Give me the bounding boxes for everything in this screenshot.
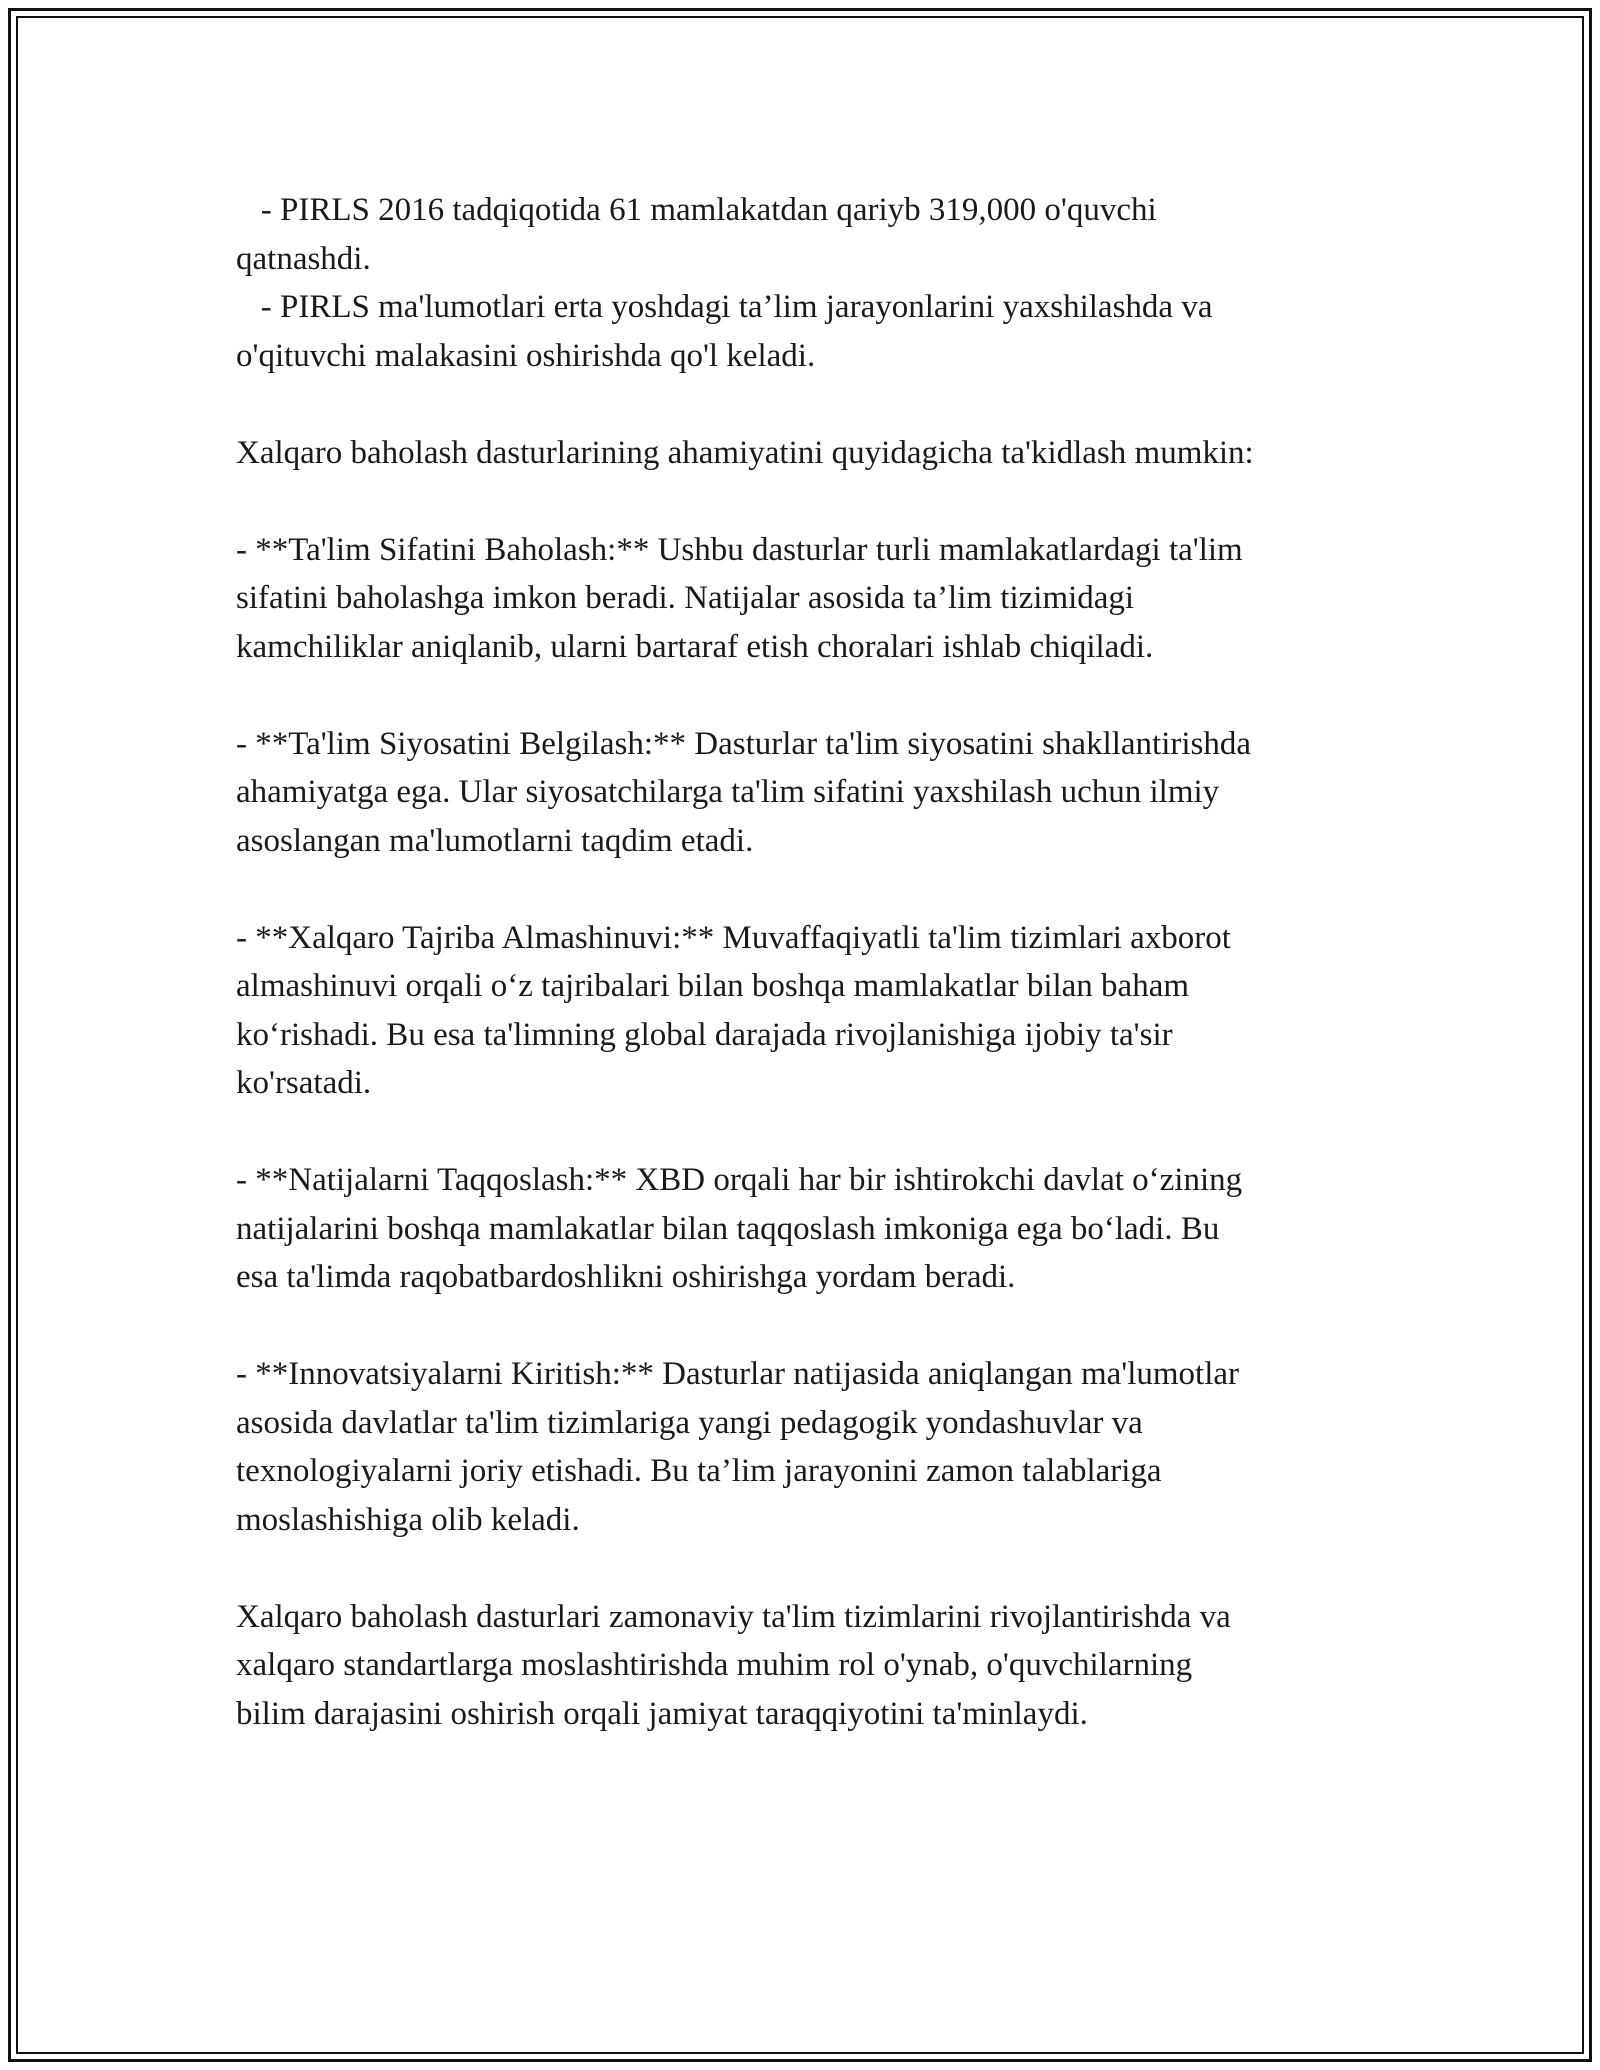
- text-line: xalqaro standartlarga moslashtirishda muhim rol o'ynab, o'quvchilarning: [236, 1647, 1193, 1683]
- text-line: Xalqaro baholash dasturlarining ahamiyatini quyidagicha ta'kidlash mumkin:: [236, 434, 1254, 471]
- text-line: moslashishiga olib keladi.: [236, 1501, 580, 1538]
- text-line: bilim darajasini oshirish orqali jamiyat taraqqiyotini ta'minlaydi.: [236, 1695, 1088, 1732]
- paragraph-break: [236, 380, 1386, 429]
- paragraph-break: [236, 865, 1386, 914]
- text-line: Xalqaro baholash dasturlari zamonaviy ta'lim tizimlarini rivojlantirishda va: [236, 1598, 1231, 1635]
- text-line: almashinuvi orqali oʻz tajribalari bilan boshqa mamlakatlar bilan baham: [236, 968, 1190, 1004]
- text-line: asosida davlatlar ta'lim tizimlariga yangi pedagogik yondashuvlar va: [236, 1404, 1143, 1441]
- paragraph-break: [236, 671, 1386, 720]
- paragraph-break: [236, 1108, 1386, 1157]
- paragraph-break: [236, 1544, 1386, 1593]
- text-line: - **Ta'lim Sifatini Baholash:** Ushbu dasturlar turli mamlakatlardagi ta'lim: [236, 531, 1243, 568]
- text-line: asoslangan ma'lumotlarni taqdim etadi.: [236, 822, 754, 859]
- text-line: ahamiyatga ega. Ular siyosatchilarga ta'lim sifatini yaxshilash uchun ilmiy: [236, 774, 1220, 810]
- text-line: o'qituvchi malakasini oshirishda qo'l keladi.: [236, 337, 816, 374]
- text-line: - PIRLS ma'lumotlari erta yoshdagi ta’lim jarayonlarini yaxshilashda va: [236, 289, 1213, 325]
- text-line: qatnashdi.: [236, 240, 371, 277]
- text-line: - **Xalqaro Tajriba Almashinuvi:** Muvaffaqiyatli ta'lim tizimlari axborot: [236, 919, 1231, 956]
- paragraph-break: [236, 477, 1386, 526]
- text-line: esa ta'limda raqobatbardoshlikni oshirishga yordam beradi.: [236, 1259, 1016, 1295]
- text-line: - **Innovatsiyalarni Kiritish:** Dasturlar natijasida aniqlangan ma'lumotlar: [236, 1356, 1240, 1392]
- text-line: - **Ta'lim Siyosatini Belgilash:** Dasturlar ta'lim siyosatini shakllantirishda: [236, 725, 1252, 762]
- text-line: sifatini baholashga imkon beradi. Natijalar asosida ta’lim tizimidagi: [236, 580, 1135, 616]
- text-line: texnologiyalarni joriy etishadi. Bu ta’lim jarayonini zamon talablariga: [236, 1453, 1162, 1489]
- text-line: - **Natijalarni Taqqoslash:** XBD orqali har bir ishtirokchi davlat oʻzining: [236, 1162, 1243, 1198]
- text-line: ko'rsatadi.: [236, 1065, 372, 1101]
- text-line: koʻrishadi. Bu esa ta'limning global darajada rivojlanishiga ijobiy ta'sir: [236, 1016, 1173, 1053]
- text-line: - PIRLS 2016 tadqiqotida 61 mamlakatdan qariyb 319,000 o'quvchi: [236, 192, 1157, 228]
- paragraph-break: [236, 1302, 1386, 1351]
- text-line: kamchiliklar aniqlanib, ularni bartaraf etish choralari ishlab chiqiladi.: [236, 628, 1154, 665]
- text-line: natijalarini boshqa mamlakatlar bilan taqqoslash imkoniga ega boʻladi. Bu: [236, 1210, 1220, 1247]
- document-body: [236, 186, 1386, 1738]
